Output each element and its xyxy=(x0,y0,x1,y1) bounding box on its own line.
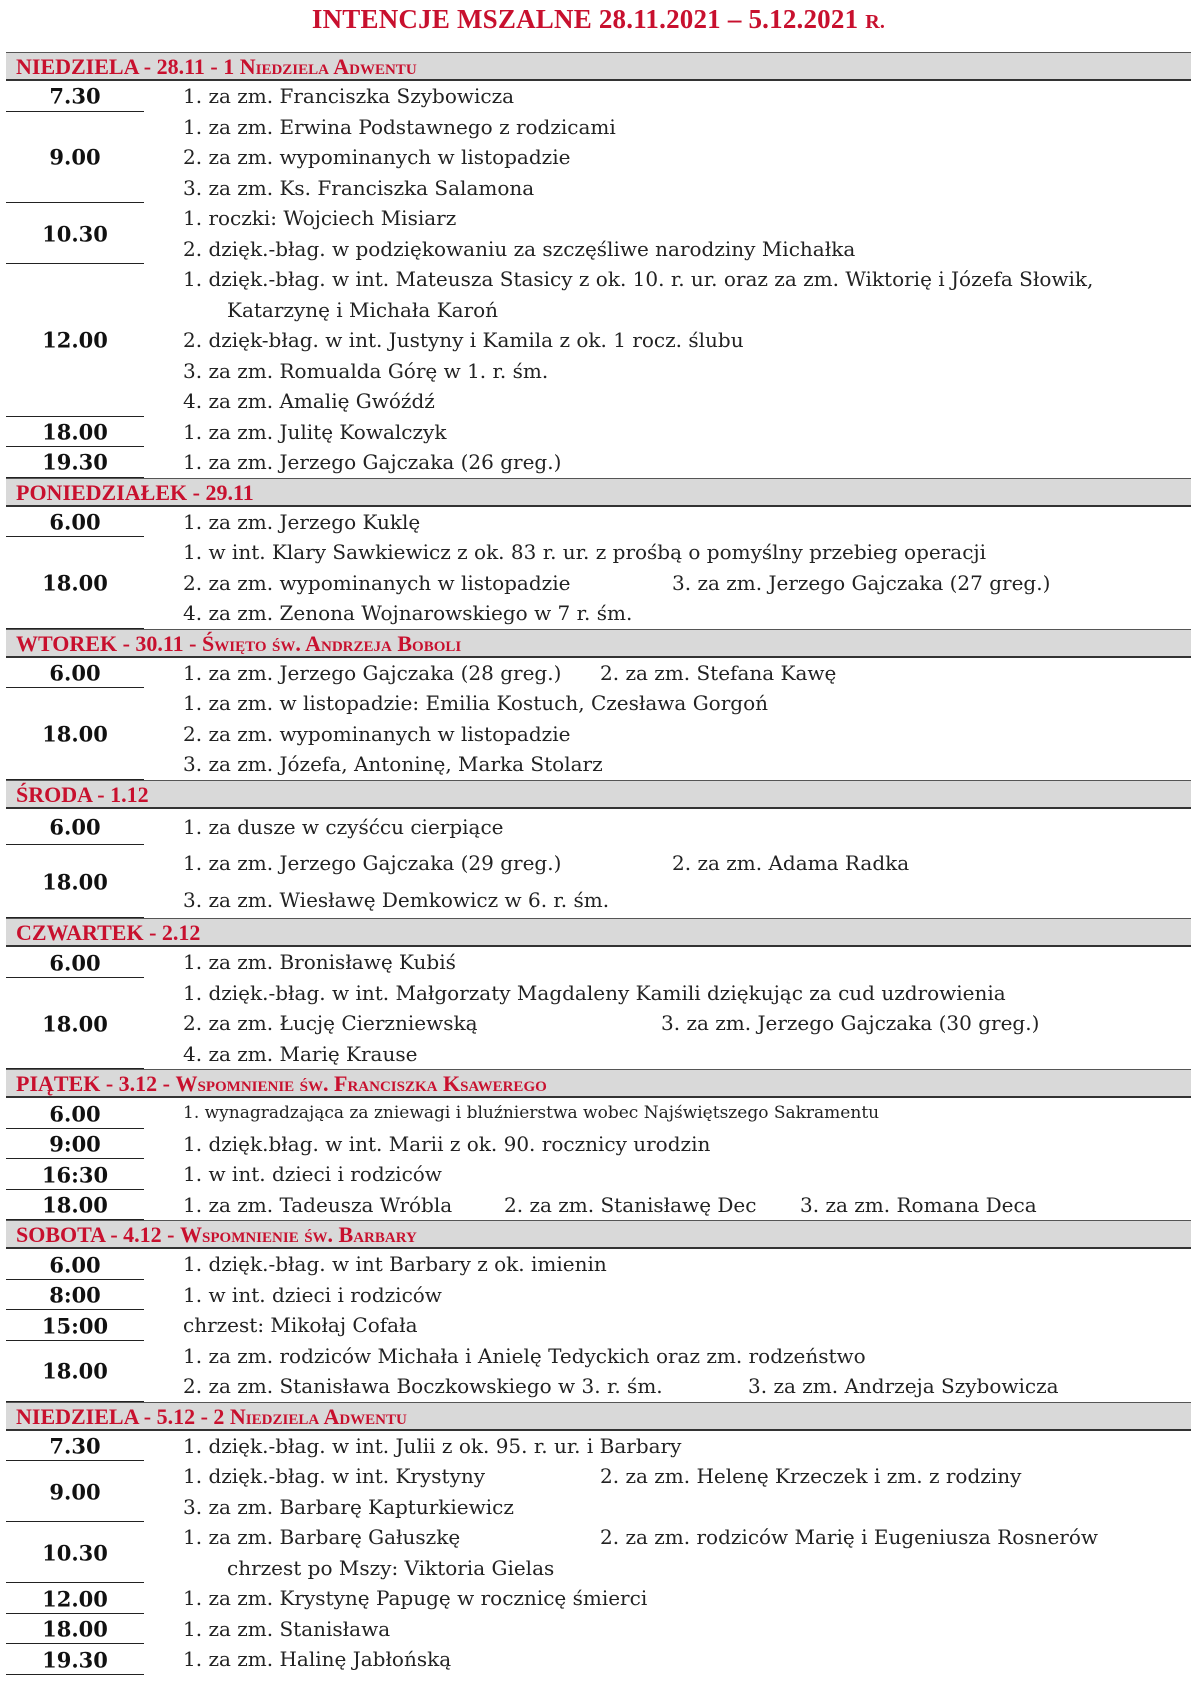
intention-text: 1. za dusze w czyśćcu cierpiące xyxy=(183,814,504,839)
mass-slot xyxy=(6,1190,1191,1221)
mass-time: 6.00 xyxy=(49,1252,101,1278)
mass-slot xyxy=(6,1461,1191,1522)
mass-time: 16:30 xyxy=(41,1162,109,1188)
intention-text: 1. za zm. Krystynę Papugę w rocznicę śmierci xyxy=(183,1586,648,1611)
intentions xyxy=(144,1190,1191,1221)
mass-time: 6.00 xyxy=(49,1101,101,1127)
intentions xyxy=(144,1129,1191,1160)
intention-line xyxy=(144,112,1191,143)
intention-line xyxy=(144,203,1191,234)
time-cell xyxy=(6,978,144,1070)
mass-slot xyxy=(6,688,1191,780)
time-cell xyxy=(6,1522,144,1583)
intention-line xyxy=(144,295,1191,326)
intention-line xyxy=(144,1159,1191,1190)
time-cell xyxy=(6,447,144,478)
day-name: SOBOTA - 4.12 - xyxy=(16,1222,181,1248)
intentions xyxy=(144,1280,1191,1311)
intention-text: 3. za zm. Jerzego Gajczaka (30 greg.) xyxy=(661,1011,1040,1036)
intention-text: 2. za zm. wypominanych w listopadzie xyxy=(183,570,571,595)
intentions xyxy=(144,845,1191,918)
mass-time: 18.00 xyxy=(42,1192,108,1218)
mass-slot xyxy=(6,845,1191,918)
mass-time: 6.00 xyxy=(49,814,101,840)
intentions xyxy=(144,1159,1191,1190)
intention-text: 1. roczki: Wojciech Misiarz xyxy=(183,206,457,230)
intentions xyxy=(144,1583,1191,1614)
time-cell xyxy=(6,112,144,204)
intention-line xyxy=(144,1522,1191,1553)
mass-time: 7.30 xyxy=(49,1433,101,1459)
mass-slot xyxy=(6,1614,1191,1645)
intention-text: 1. za zm. Jerzego Gajczaka (28 greg.) xyxy=(183,660,562,685)
intentions xyxy=(144,537,1191,629)
intention-text: 1. dzięk.-błag. w int. Mateusza Stasicy z ok. 10. r. ur. oraz za zm. Wiktorię i Józefa Słowik, xyxy=(183,267,1094,291)
intention-line xyxy=(144,234,1191,265)
mass-time: 18.00 xyxy=(42,721,108,747)
intention-line xyxy=(144,882,1191,919)
time-cell xyxy=(6,658,144,689)
day-header xyxy=(6,1069,1191,1098)
time-cell xyxy=(6,1341,144,1402)
time-cell xyxy=(6,947,144,978)
intention-line xyxy=(144,1371,1191,1402)
intention-line xyxy=(144,1280,1191,1311)
feast-name: 1 Niedziela Adwentu xyxy=(223,54,417,79)
time-cell xyxy=(6,1310,144,1341)
mass-intentions-schedule xyxy=(6,52,1191,1675)
intention-line xyxy=(144,1461,1191,1492)
intentions xyxy=(144,81,1191,112)
time-cell xyxy=(6,1190,144,1221)
mass-slot xyxy=(6,203,1191,264)
intention-text: 2. za zm. Adama Radka xyxy=(672,851,910,876)
intention-text: Katarzynę i Michała Karoń xyxy=(227,297,499,322)
intention-line xyxy=(144,325,1191,356)
intention-text: 1. za zm. Bronisławę Kubiś xyxy=(183,950,456,975)
time-cell xyxy=(6,1159,144,1190)
time-cell xyxy=(6,81,144,112)
intention-line xyxy=(144,1644,1191,1675)
mass-slot xyxy=(6,537,1191,629)
intention-text: 1. za zm. Stanisława xyxy=(183,1616,391,1641)
intention-text: 2. za zm. Helenę Krzeczek i zm. z rodziny xyxy=(600,1464,1022,1489)
time-cell xyxy=(6,1461,144,1522)
mass-slot xyxy=(6,1583,1191,1614)
intentions xyxy=(144,1310,1191,1341)
intention-line xyxy=(144,1614,1191,1645)
intention-line xyxy=(144,1008,1191,1039)
mass-time: 18.00 xyxy=(42,869,108,895)
intention-text: 2. dzięk.-błag. w podziękowaniu za szczęśliwe narodziny Michałka xyxy=(183,236,856,261)
intention-line xyxy=(144,1098,1191,1129)
intention-text: 1. za zm. w listopadzie: Emilia Kostuch, Czesława Gorgoń xyxy=(183,691,768,715)
mass-slot xyxy=(6,507,1191,538)
intentions xyxy=(144,112,1191,204)
day-name: ŚRODA - 1.12 xyxy=(16,781,149,807)
intentions xyxy=(144,264,1191,417)
intentions xyxy=(144,417,1191,448)
time-cell xyxy=(6,1129,144,1160)
intention-text: 4. za zm. Marię Krause xyxy=(183,1041,418,1066)
intention-text: 1. za zm. Julitę Kowalczyk xyxy=(183,419,447,444)
intention-text: 1. za zm. Barbarę Gałuszkę xyxy=(183,1525,461,1550)
mass-slot xyxy=(6,1098,1191,1129)
intention-text: 3. za zm. Romana Deca xyxy=(800,1192,1037,1217)
intention-line xyxy=(144,356,1191,387)
mass-time: 18.00 xyxy=(42,570,108,596)
intention-line xyxy=(144,845,1191,882)
mass-time: 9.00 xyxy=(49,144,101,170)
time-cell xyxy=(6,1614,144,1645)
mass-time: 18.00 xyxy=(42,1011,108,1037)
intention-text: 3. za zm. Ks. Franciszka Salamona xyxy=(183,175,535,200)
intention-text: 2. dzięk-błag. w int. Justyny i Kamila z ok. 1 rocz. ślubu xyxy=(183,328,744,352)
intention-line xyxy=(144,719,1191,750)
intention-text: 1. w int. dzieci i rodziców xyxy=(183,1162,442,1187)
time-cell xyxy=(6,1249,144,1280)
day-header xyxy=(6,1402,1191,1431)
time-divider xyxy=(6,1674,144,1675)
mass-slot xyxy=(6,447,1191,478)
mass-time: 19.30 xyxy=(42,449,108,475)
intention-line xyxy=(144,417,1191,448)
mass-slot xyxy=(6,658,1191,689)
mass-slot xyxy=(6,112,1191,204)
intentions xyxy=(144,947,1191,978)
feast-name: Wspomnienie św. Barbary xyxy=(180,1222,417,1248)
mass-slot xyxy=(6,1522,1191,1583)
intention-line xyxy=(144,978,1191,1009)
intention-text: 3. za zm. Barbarę Kapturkiewicz xyxy=(183,1494,514,1519)
intention-text: 3. za zm. Jerzego Gajczaka (27 greg.) xyxy=(672,570,1051,595)
intention-text: 1. za zm. Jerzego Kuklę xyxy=(183,509,421,534)
day-header xyxy=(6,629,1191,658)
intentions xyxy=(144,1341,1191,1402)
intention-text: 1. za zm. Jerzego Gajczaka (29 greg.) xyxy=(183,851,562,876)
day-header xyxy=(6,780,1191,809)
intentions xyxy=(144,1249,1191,1280)
time-cell xyxy=(6,507,144,538)
mass-slot xyxy=(6,1644,1191,1675)
intention-text: chrzest: Mikołaj Cofała xyxy=(183,1313,418,1338)
mass-slot xyxy=(6,978,1191,1070)
time-cell xyxy=(6,688,144,780)
intention-text: 2. za zm. Stefana Kawę xyxy=(600,660,837,685)
intentions xyxy=(144,978,1191,1070)
mass-slot xyxy=(6,1431,1191,1462)
intentions xyxy=(144,1461,1191,1522)
mass-slot xyxy=(6,1341,1191,1402)
intention-text: 2. za zm. Stanisława Boczkowskiego w 3. r. śm. xyxy=(183,1374,663,1399)
intention-line xyxy=(144,1341,1191,1372)
mass-slot xyxy=(6,417,1191,448)
intention-line xyxy=(144,749,1191,780)
intention-text: 2. za zm. wypominanych w listopadzie xyxy=(183,145,571,169)
intentions xyxy=(144,1431,1191,1462)
intention-line xyxy=(144,507,1191,538)
intention-text: 1. w int. Klary Sawkiewicz z ok. 83 r. ur. z prośbą o pomyślny przebieg operacji xyxy=(183,540,986,564)
time-cell xyxy=(6,845,144,918)
feast-name: 2 Niedziela Adwentu xyxy=(213,1403,407,1429)
day-name: PIĄTEK - 3.12 - xyxy=(16,1071,176,1097)
intention-line xyxy=(144,447,1191,478)
intention-text: 1. za zm. Jerzego Gajczaka (26 greg.) xyxy=(183,450,562,474)
intention-text: 1. dzięk.-błag. w int Barbary z ok. imienin xyxy=(183,1252,607,1277)
mass-slot xyxy=(6,264,1191,417)
intention-line xyxy=(144,1431,1191,1462)
intention-line xyxy=(144,688,1191,719)
mass-time: 15:00 xyxy=(41,1313,109,1339)
time-cell xyxy=(6,1431,144,1462)
intention-line xyxy=(144,568,1191,599)
intentions xyxy=(144,447,1191,478)
intention-text: 1. w int. dzieci i rodziców xyxy=(183,1282,442,1307)
day-header xyxy=(6,918,1191,947)
time-cell xyxy=(6,264,144,417)
mass-slot xyxy=(6,1129,1191,1160)
intention-text: 1. wynagradzająca za zniewagi i bluźnierstwa wobec Najświętszego Sakramentu xyxy=(183,1103,880,1124)
mass-time: 19.30 xyxy=(42,1647,108,1673)
time-cell xyxy=(6,1644,144,1675)
intention-line xyxy=(144,1310,1191,1341)
intention-line xyxy=(144,1583,1191,1614)
intention-text: 1. za zm. Tadeusza Wróbla xyxy=(183,1192,453,1217)
mass-time: 8:00 xyxy=(49,1282,101,1308)
intentions xyxy=(144,809,1191,846)
feast-name: Święto św. Andrzeja Boboli xyxy=(202,630,462,656)
mass-time: 18.00 xyxy=(42,1616,108,1642)
intention-line xyxy=(144,1039,1191,1070)
intention-line xyxy=(144,1249,1191,1280)
intention-text: 4. za zm. Zenona Wojnarowskiego w 7 r. śm. xyxy=(183,601,633,625)
mass-time: 18.00 xyxy=(42,419,108,445)
day-header xyxy=(6,52,1191,81)
intention-line xyxy=(144,809,1191,846)
mass-time: 10.30 xyxy=(42,1540,108,1566)
intention-text: 3. za zm. Józefa, Antoninę, Marka Stolarz xyxy=(183,752,603,776)
mass-slot xyxy=(6,1280,1191,1311)
intention-line xyxy=(144,947,1191,978)
time-cell xyxy=(6,1280,144,1311)
intention-text: 2. za zm. Łucję Cierzniewską xyxy=(183,1011,478,1036)
mass-slot xyxy=(6,1159,1191,1190)
intention-text: 3. za zm. Romualda Górę w 1. r. śm. xyxy=(183,358,549,383)
intention-line xyxy=(144,1190,1191,1221)
intention-text: 2. za zm. rodziców Marię i Eugeniusza Rosnerów xyxy=(600,1525,1098,1550)
intention-line xyxy=(144,264,1191,295)
mass-time: 6.00 xyxy=(49,660,101,686)
intentions xyxy=(144,1522,1191,1583)
feast-name: Wspomnienie św. Franciszka Ksawerego xyxy=(175,1071,547,1097)
time-cell xyxy=(6,1098,144,1129)
mass-slot xyxy=(6,1310,1191,1341)
day-name: WTOREK - 30.11 - xyxy=(16,630,203,656)
intentions xyxy=(144,1644,1191,1675)
intention-line xyxy=(144,658,1191,689)
mass-time: 6.00 xyxy=(49,509,101,535)
intention-line xyxy=(144,81,1191,112)
intention-line xyxy=(144,142,1191,173)
intention-line xyxy=(144,1492,1191,1523)
mass-time: 18.00 xyxy=(42,1358,108,1384)
intentions xyxy=(144,1614,1191,1645)
mass-time: 6.00 xyxy=(49,950,101,976)
intentions xyxy=(144,658,1191,689)
mass-slot xyxy=(6,81,1191,112)
day-name: NIEDZIELA - 28.11 - xyxy=(16,54,224,79)
day-header xyxy=(6,478,1191,507)
mass-time: 9:00 xyxy=(49,1131,101,1157)
mass-slot xyxy=(6,1249,1191,1280)
intention-line xyxy=(144,537,1191,568)
intentions xyxy=(144,688,1191,780)
intention-text: 1. dzięk.-błag. w int. Małgorzaty Magdaleny Kamili dziękując za cud uzdrowienia xyxy=(183,980,1006,1005)
intention-text: 1. za zm. Franciszka Szybowicza xyxy=(183,84,515,108)
intention-text: 1. dzięk.-błag. w int. Krystyny xyxy=(183,1464,486,1489)
mass-time: 10.30 xyxy=(42,221,108,246)
intention-text: 1. za zm. rodziców Michała i Anielę Tedyckich oraz zm. rodzeństwo xyxy=(183,1343,866,1368)
intention-line xyxy=(144,1553,1191,1584)
intention-text: 2. za zm. Stanisławę Dec xyxy=(504,1192,757,1217)
day-name: CZWARTEK - 2.12 xyxy=(16,920,201,946)
intention-text: 3. za zm. Andrzeja Szybowicza xyxy=(748,1374,1059,1399)
intention-line xyxy=(144,173,1191,204)
mass-time: 9.00 xyxy=(49,1479,101,1505)
time-cell xyxy=(6,537,144,629)
intention-line xyxy=(144,1129,1191,1160)
intentions xyxy=(144,507,1191,538)
day-header xyxy=(6,1220,1191,1249)
mass-time: 7.30 xyxy=(49,83,101,109)
time-cell xyxy=(6,203,144,264)
intention-text: 3. za zm. Wiesławę Demkowicz w 6. r. śm. xyxy=(183,887,610,912)
mass-slot xyxy=(6,809,1191,846)
intention-text: 4. za zm. Amalię Gwóźdź xyxy=(183,389,435,413)
mass-time: 12.00 xyxy=(42,1586,108,1612)
intention-text: chrzest po Mszy: Viktoria Gielas xyxy=(227,1555,555,1580)
day-name: PONIEDZIAŁEK - 29.11 xyxy=(16,479,254,505)
intention-text: 1. za zm. Halinę Jabłońską xyxy=(183,1647,452,1672)
time-cell xyxy=(6,417,144,448)
intention-text: 1. dzięk.-błag. w int. Julii z ok. 95. r. ur. i Barbary xyxy=(183,1433,682,1458)
mass-slot xyxy=(6,947,1191,978)
page-title: INTENCJE MSZALNE 28.11.2021 – 5.12.2021 R. xyxy=(311,4,886,34)
intention-text: 1. za zm. Erwina Podstawnego z rodzicami xyxy=(183,114,616,139)
intention-text: 1. dzięk.błag. w int. Marii z ok. 90. rocznicy urodzin xyxy=(183,1131,711,1156)
intention-line xyxy=(144,598,1191,629)
intentions xyxy=(144,1098,1191,1129)
intention-text: 2. za zm. wypominanych w listopadzie xyxy=(183,721,571,746)
day-name: NIEDZIELA - 5.12 - xyxy=(16,1403,214,1429)
time-cell xyxy=(6,809,144,846)
time-cell xyxy=(6,1583,144,1614)
intentions xyxy=(144,203,1191,264)
intention-line xyxy=(144,386,1191,417)
mass-time: 12.00 xyxy=(42,327,108,353)
